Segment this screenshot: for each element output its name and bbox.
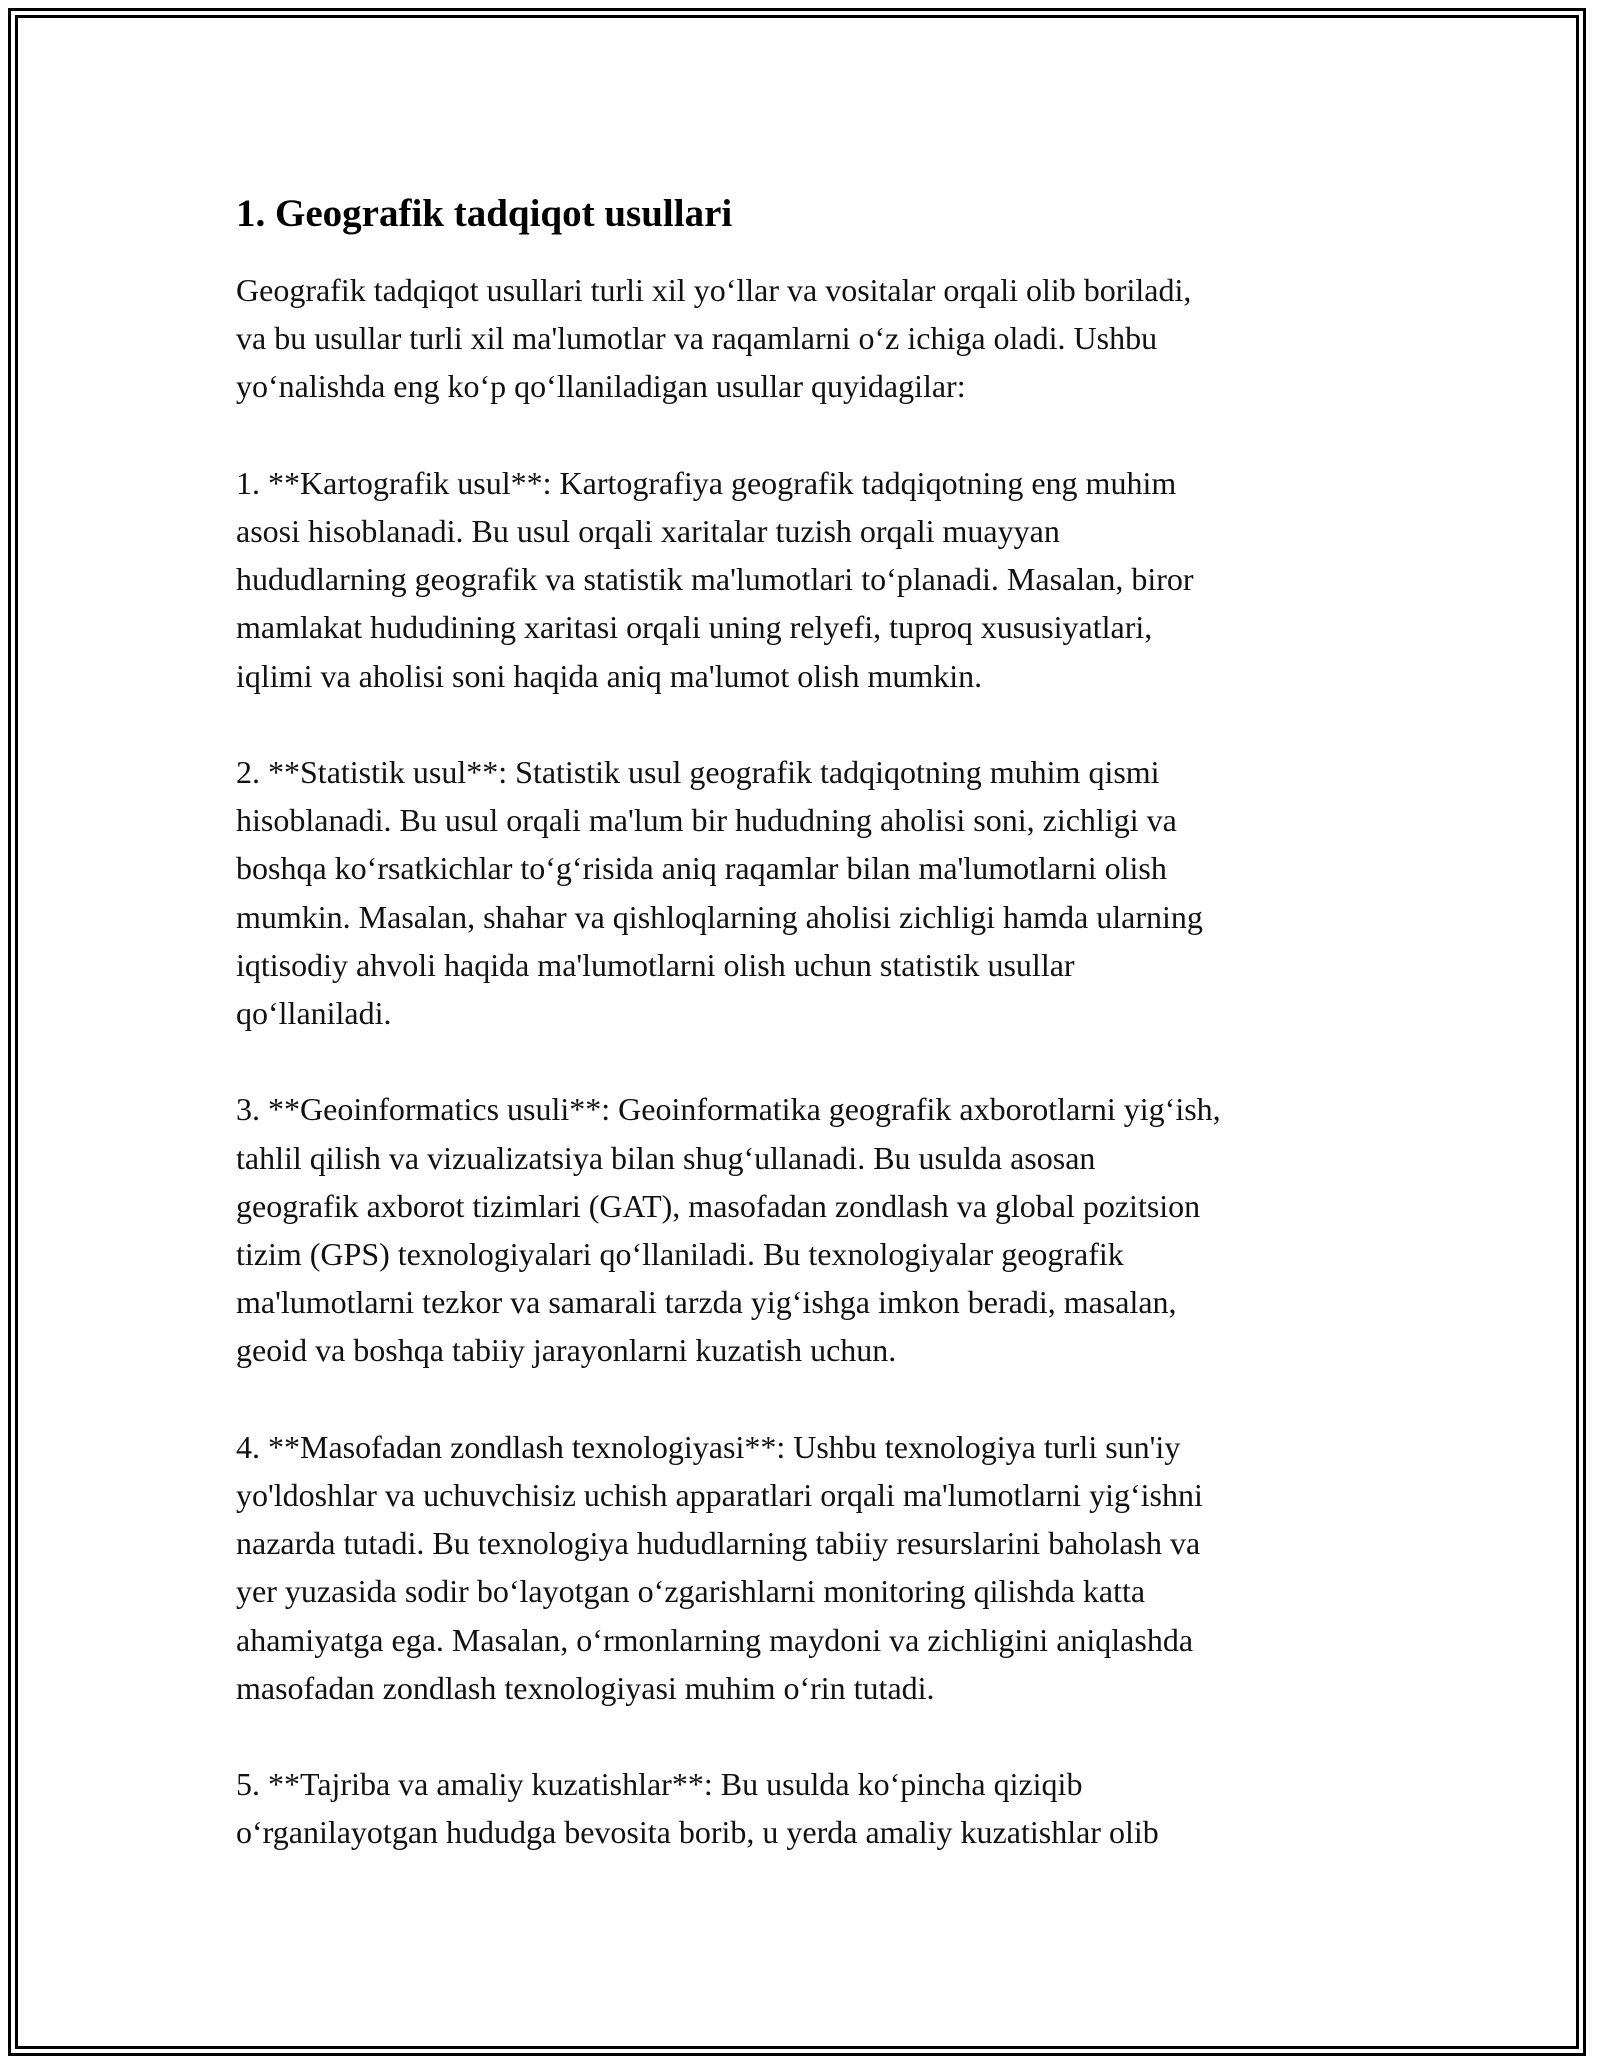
document-title: 1. Geografik tadqiqot usullari — [236, 192, 733, 235]
method-paragraph-remote-sensing — [236, 1423, 1366, 1712]
paragraph-line: geografik axborot tizimlari (GAT), masofadan zondlash va global pozitsion — [236, 1187, 1201, 1224]
paragraph-line: 4. **Masofadan zondlash texnologiyasi**: Ushbu texnologiya turli sun'iy — [236, 1428, 1181, 1465]
paragraph-line: qo‘llaniladi. — [236, 995, 392, 1032]
paragraph-line: yo'ldoshlar va uchuvchisiz uchish apparatlari orqali ma'lumotlarni yig‘ishni — [236, 1477, 1203, 1514]
paragraph-line: Geografik tadqiqot usullari turli xil yo‘llar va vositalar orqali olib boriladi, — [236, 272, 1192, 308]
paragraph-line: masofadan zondlash texnologiyasi muhim o‘rin tutadi. — [236, 1669, 935, 1706]
paragraph-line: ahamiyatga ega. Masalan, o‘rmonlarning maydoni va zichligini aniqlashda — [236, 1621, 1194, 1658]
paragraph-line: 5. **Tajriba va amaliy kuzatishlar**: Bu usulda ko‘pincha qiziqib — [236, 1766, 1083, 1803]
paragraph-line: nazarda tutadi. Bu texnologiya hududlarning tabiiy resurslarini baholash va — [236, 1525, 1201, 1562]
paragraph-line: hududlarning geografik va statistik ma'lumotlari to‘planadi. Masalan, biror — [236, 561, 1194, 598]
paragraph-line: yo‘nalishda eng ko‘p qo‘llaniladigan usullar quyidagilar: — [236, 368, 966, 405]
paragraph-line: iqlimi va aholisi soni haqida aniq ma'lumot olish mumkin. — [236, 657, 983, 694]
intro-paragraph — [236, 266, 1366, 411]
paragraph-line: 2. **Statistik usul**: Statistik usul geografik tadqiqotning muhim qismi — [236, 754, 1160, 790]
paragraph-line: tizim (GPS) texnologiyalari qo‘llaniladi. Bu texnologiyalar geografik — [236, 1236, 1124, 1273]
paragraph-line: mumkin. Masalan, shahar va qishloqlarning aholisi zichligi hamda ularning — [236, 898, 1203, 935]
document-body — [236, 186, 1366, 1905]
paragraph-line: geoid va boshqa tabiiy jarayonlarni kuzatish uchun. — [236, 1332, 897, 1369]
paragraph-line: tahlil qilish va vizualizatsiya bilan shug‘ullanadi. Bu usulda asosan — [236, 1139, 1096, 1176]
paragraph-line: yer yuzasida sodir bo‘layotgan o‘zgarishlarni monitoring qilishda katta — [236, 1573, 1146, 1610]
method-paragraph-geoinformatics — [236, 1085, 1366, 1374]
method-paragraph-statistical — [236, 748, 1366, 1037]
method-paragraph-cartographic — [236, 459, 1366, 700]
paragraph-line: va bu usullar turli xil ma'lumotlar va raqamlarni o‘z ichiga oladi. Ushbu — [236, 320, 1158, 357]
paragraph-line: asosi hisoblanadi. Bu usul orqali xaritalar tuzish orqali muayyan — [236, 513, 1060, 549]
paragraph-line: ma'lumotlarni tezkor va samarali tarzda yig‘ishga imkon beradi, masalan, — [236, 1284, 1177, 1321]
paragraph-line: iqtisodiy ahvoli haqida ma'lumotlarni olish uchun statistik usullar — [236, 946, 1075, 983]
paragraph-line: 1. **Kartografik usul**: Kartografiya geografik tadqiqotning eng muhim — [236, 464, 1177, 501]
paragraph-line: o‘rganilayotgan hududga bevosita borib, u yerda amaliy kuzatishlar olib — [236, 1814, 1159, 1851]
paragraph-line: boshqa ko‘rsatkichlar to‘g‘risida aniq raqamlar bilan ma'lumotlarni olish — [236, 850, 1167, 887]
method-paragraph-field-observation — [236, 1760, 1366, 1856]
paragraph-line: hisoblanadi. Bu usul orqali ma'lum bir hududning aholisi soni, zichligi va — [236, 802, 1177, 839]
paragraph-line: 3. **Geoinformatics usuli**: Geoinformatika geografik axborotlarni yig‘ish, — [236, 1091, 1221, 1128]
paragraph-line: mamlakat hududining xaritasi orqali uning relyefi, tuproq xususiyatlari, — [236, 609, 1153, 646]
